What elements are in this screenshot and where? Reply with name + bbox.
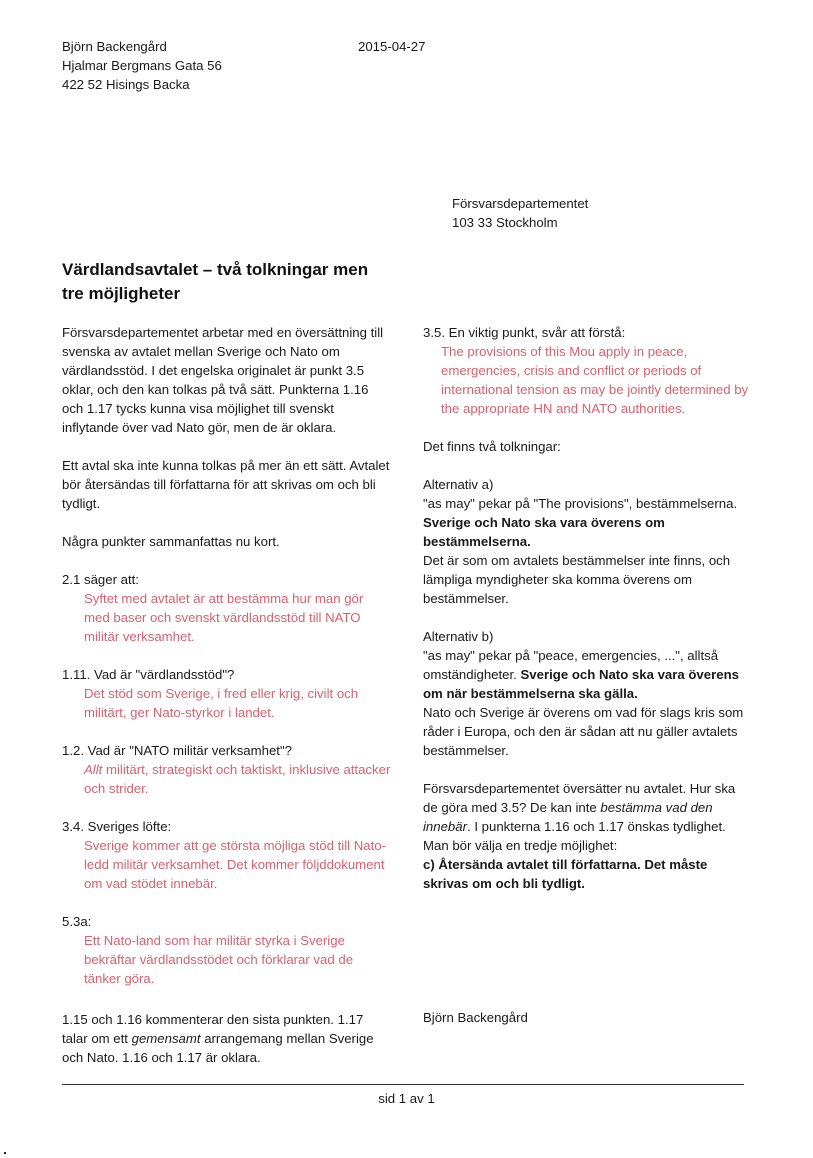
signature: Björn Backengård <box>423 1010 528 1025</box>
letter-title: Värdlandsavtalet – två tolkningar men tre möjligheter <box>62 260 369 303</box>
scan-speck <box>4 1152 6 1154</box>
alternative-a-text <box>423 494 753 551</box>
point-3-4-quote: Sverige kommer att ge största möjliga stöd till Nato-ledd militär verksamhet. Det kommer följddokument om vad stödet innebär. <box>84 838 386 891</box>
intro-paragraph: Försvarsdepartementet arbetar med en översättning till svenska av avtalet mellan Sverige och Nato om värdlandsstöd. I det engelska originalet är punkt 3.5 oklar, och den kan tolkas på två sätt. Punkterna 1.16 och 1.17 tycks kunna visa möjlighet till svenskt inflytande över vad Nato gör, men de är oklara. <box>62 325 384 435</box>
alternative-b-bold: Sverige och Nato ska vara överens om när bestämmelserna ska gälla. <box>423 667 739 701</box>
closing-emphasis: gemensamt <box>131 1031 201 1046</box>
recipient-city: 103 33 Stockholm <box>452 215 558 230</box>
point-5-3a-heading: 5.3a: <box>62 914 92 929</box>
interpretations-heading: Det finns två tolkningar: <box>423 439 561 454</box>
sender-street: Hjalmar Bergmans Gata 56 <box>62 58 222 73</box>
point-1-11-quote: Det stöd som Sverige, i fred eller krig, civilt och militärt, ger Nato-styrkor i landet. <box>84 686 359 720</box>
footer-divider <box>62 1084 744 1085</box>
point-1-2-emphasis: Allt <box>84 762 103 777</box>
recipient-org: Försvarsdepartementet <box>452 196 589 211</box>
sender-name: Björn Backengård <box>62 39 167 54</box>
point-3-4-heading: 3.4. Sveriges löfte: <box>62 819 172 834</box>
point-1-2-quote-rest: militärt, strategiskt och taktiskt, inklusive attacker och strider. <box>84 762 391 796</box>
point-2-1-heading: 2.1 säger att: <box>62 572 139 587</box>
letter-date: 2015-04-27 <box>358 39 426 54</box>
point-2-1-quote: Syftet med avtalet är att bestämma hur man gör med baser och svenskt värdlandsstöd till NATO militär verksamhet. <box>84 591 364 644</box>
left-column <box>62 323 392 988</box>
closing-text-b: arrangemang mellan Sverige och Nato. 1.16 och 1.17 är oklara. <box>62 1031 374 1065</box>
ambiguity-paragraph: Ett avtal ska inte kunna tolkas på mer än ett sätt. Avtalet bör återsändas till författarna för att skrivas om och bli tydligt. <box>62 458 390 511</box>
alternative-a-heading: Alternativ a) <box>423 477 494 492</box>
closing-text-a: 1.15 och 1.16 kommenterar den sista punkten. 1.17 talar om ett <box>62 1012 364 1046</box>
final-text-a: Försvarsdepartementet översätter nu avtalet. Hur ska de göra med 3.5? De kan inte <box>423 781 736 815</box>
final-paragraph <box>423 779 753 855</box>
right-column <box>423 323 753 893</box>
final-recommendation-bold: c) Återsända avtalet till författarna. Det måste skrivas om och bli tydligt. <box>423 857 708 891</box>
alternative-a-explanation: Det är som om avtalets bestämmelser inte finns, och lämpliga myndigheter ska komma överens om bestämmelser. <box>423 553 731 606</box>
point-1-2-heading: 1.2. Vad är "NATO militär verksamhet"? <box>62 743 292 758</box>
point-1-2-quote <box>62 760 392 798</box>
sender-address <box>62 37 222 94</box>
alternative-b-heading: Alternativ b) <box>423 629 494 644</box>
final-text-b: . I punkterna 1.16 och 1.17 önskas tydlighet. Man bör välja en tredje möjlighet: <box>423 819 726 853</box>
final-recommendation <box>423 855 753 893</box>
closing-paragraph <box>62 1010 392 1067</box>
point-5-3a-quote: Ett Nato-land som har militär styrka i Sverige bekräftar värdlandsstödet och förklarar vad de tänker göra. <box>84 933 354 986</box>
recipient-address <box>452 194 588 232</box>
alternative-b-text <box>423 646 753 703</box>
point-3-5-heading: 3.5. En viktig punkt, svår att förstå: <box>423 325 626 340</box>
summary-intro: Några punkter sammanfattas nu kort. <box>62 534 280 549</box>
alternative-a-intro: "as may" pekar på "The provisions", bestämmelserna. <box>423 496 738 511</box>
sender-city: 422 52 Hisings Backa <box>62 77 190 92</box>
point-3-5-quote: The provisions of this Mou apply in peace, emergencies, crisis and conflict or periods of international tension as may be jointly determined by the appropriate HN and NATO authorities. <box>441 344 749 416</box>
alternative-b-intro: "as may" pekar på "peace, emergencies, ...", alltså omständigheter. <box>423 648 719 682</box>
alternative-b-explanation: Nato och Sverige är överens om vad för slags kris som råder i Europa, och den är sådan att nu gäller avtalets bestämmelser. <box>423 705 744 758</box>
point-1-11-heading: 1.11. Vad är "värdlandsstöd"? <box>62 667 235 682</box>
page-number: sid 1 av 1 <box>378 1091 435 1106</box>
alternative-a-bold: Sverige och Nato ska vara överens om bestämmelserna. <box>423 515 665 549</box>
final-emphasis: bestämma vad den innebär <box>423 800 713 834</box>
